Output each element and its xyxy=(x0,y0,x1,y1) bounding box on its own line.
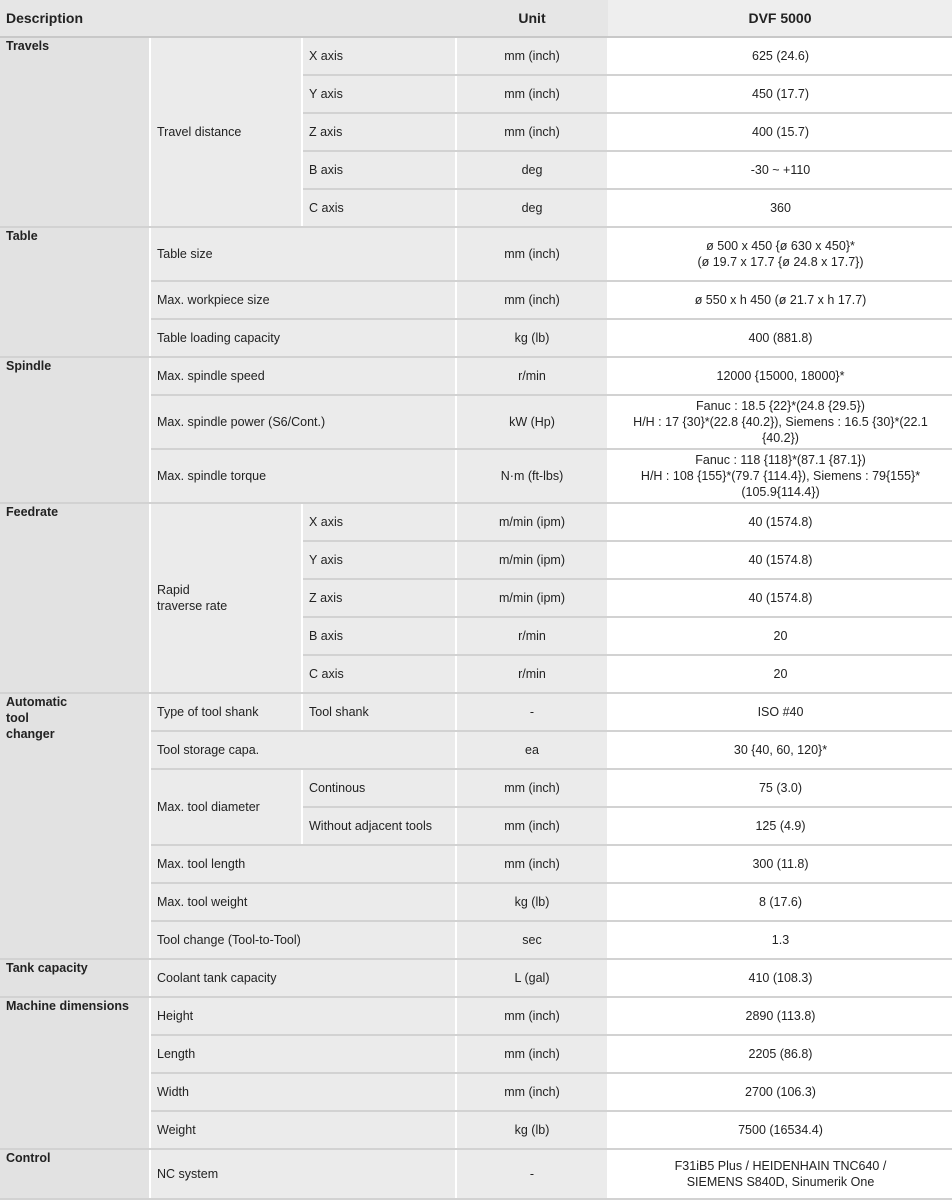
axis-label: B axis xyxy=(302,151,456,189)
value-cell: 300 (11.8) xyxy=(608,845,952,883)
row-label: Height xyxy=(150,997,456,1035)
axis-label: X axis xyxy=(302,37,456,75)
unit-cell: - xyxy=(456,1149,608,1199)
unit-cell: kg (lb) xyxy=(456,319,608,357)
label-line: traverse rate xyxy=(157,599,228,613)
unit-cell: mm (inch) xyxy=(456,113,608,151)
value-line: Fanuc : 118 {118}*(87.1 {87.1}) xyxy=(695,453,866,467)
row-label: Max. spindle speed xyxy=(150,357,456,395)
category-line: tool xyxy=(6,711,29,725)
rapid-traverse-label xyxy=(150,503,302,693)
value-line: F31iB5 Plus / HEIDENHAIN TNC640 / xyxy=(674,1159,887,1173)
value-cell: 450 (17.7) xyxy=(608,75,952,113)
value-cell: 12000 {15000, 18000}* xyxy=(608,357,952,395)
row-label: Max. tool weight xyxy=(150,883,456,921)
unit-cell: - xyxy=(456,693,608,731)
unit-cell: mm (inch) xyxy=(456,769,608,807)
value-line: SIEMENS S840D, Sinumerik One xyxy=(686,1175,875,1189)
value-cell: 20 xyxy=(608,655,952,693)
row-label: Weight xyxy=(150,1111,456,1149)
value-cell: 8 (17.6) xyxy=(608,883,952,921)
unit-cell: kW (Hp) xyxy=(456,395,608,449)
table-row xyxy=(0,1149,952,1199)
axis-label: Without adjacent tools xyxy=(302,807,456,845)
travel-distance-label: Travel distance xyxy=(150,37,302,227)
unit-cell: mm (inch) xyxy=(456,281,608,319)
value-cell xyxy=(608,449,952,503)
category-control: Control xyxy=(0,1149,150,1199)
category-dimensions: Machine dimensions xyxy=(0,997,150,1149)
axis-label: B axis xyxy=(302,617,456,655)
unit-cell: m/min (ipm) xyxy=(456,503,608,541)
unit-cell: N·m (ft-lbs) xyxy=(456,449,608,503)
unit-cell: mm (inch) xyxy=(456,1073,608,1111)
value-cell: 410 (108.3) xyxy=(608,959,952,997)
unit-cell: kg (lb) xyxy=(456,883,608,921)
unit-cell: mm (inch) xyxy=(456,1035,608,1073)
unit-cell: deg xyxy=(456,151,608,189)
axis-label: Tool shank xyxy=(302,693,456,731)
header-model: DVF 5000 xyxy=(608,0,952,37)
unit-cell: mm (inch) xyxy=(456,227,608,281)
unit-cell: mm (inch) xyxy=(456,997,608,1035)
value-cell: 1.3 xyxy=(608,921,952,959)
category-atc xyxy=(0,693,150,959)
value-cell: 625 (24.6) xyxy=(608,37,952,75)
row-label: Coolant tank capacity xyxy=(150,959,456,997)
value-cell: 40 (1574.8) xyxy=(608,503,952,541)
value-line: H/H : 17 {30}*(22.8 {40.2}), Siemens : 16.5 {30}*(22.1 {40.2}) xyxy=(633,415,928,445)
axis-label: Y axis xyxy=(302,541,456,579)
axis-label: X axis xyxy=(302,503,456,541)
value-cell: ISO #40 xyxy=(608,693,952,731)
axis-label: Y axis xyxy=(302,75,456,113)
value-cell: 360 xyxy=(608,189,952,227)
unit-cell: deg xyxy=(456,189,608,227)
unit-cell: sec xyxy=(456,921,608,959)
axis-label: C axis xyxy=(302,655,456,693)
row-label: Max. tool diameter xyxy=(150,769,302,845)
unit-cell: ea xyxy=(456,731,608,769)
category-line: Automatic xyxy=(6,695,68,709)
row-label: Width xyxy=(150,1073,456,1111)
category-table: Table xyxy=(0,227,150,357)
axis-label: C axis xyxy=(302,189,456,227)
unit-cell: r/min xyxy=(456,655,608,693)
unit-cell: mm (inch) xyxy=(456,37,608,75)
row-label: Max. tool length xyxy=(150,845,456,883)
value-cell: 30 {40, 60, 120}* xyxy=(608,731,952,769)
value-line: H/H : 108 {155}*(79.7 {114.4}), Siemens : 79{155}*(105.9{114.4}) xyxy=(640,469,921,499)
value-cell: 40 (1574.8) xyxy=(608,579,952,617)
table-row xyxy=(0,227,952,281)
category-travels: Travels xyxy=(0,37,150,227)
value-cell: 2205 (86.8) xyxy=(608,1035,952,1073)
category-tank: Tank capacity xyxy=(0,959,150,997)
table-row xyxy=(0,997,952,1035)
value-cell: 400 (15.7) xyxy=(608,113,952,151)
table-row xyxy=(0,357,952,395)
value-cell xyxy=(608,1149,952,1199)
row-label: Type of tool shank xyxy=(150,693,302,731)
value-line: (ø 19.7 x 17.7 {ø 24.8 x 17.7}) xyxy=(697,255,864,269)
unit-cell: r/min xyxy=(456,357,608,395)
unit-cell: mm (inch) xyxy=(456,75,608,113)
label-line: Rapid xyxy=(157,583,190,597)
unit-cell: r/min xyxy=(456,617,608,655)
table-row xyxy=(0,37,952,75)
row-label: Length xyxy=(150,1035,456,1073)
category-feedrate: Feedrate xyxy=(0,503,150,693)
value-cell: 2890 (113.8) xyxy=(608,997,952,1035)
table-row xyxy=(0,959,952,997)
unit-cell: kg (lb) xyxy=(456,1111,608,1149)
unit-cell: mm (inch) xyxy=(456,807,608,845)
header-description: Description xyxy=(0,0,456,37)
category-spindle: Spindle xyxy=(0,357,150,503)
row-label: Table size xyxy=(150,227,456,281)
unit-cell: m/min (ipm) xyxy=(456,579,608,617)
unit-cell: mm (inch) xyxy=(456,845,608,883)
value-cell: 7500 (16534.4) xyxy=(608,1111,952,1149)
value-cell xyxy=(608,395,952,449)
value-cell: 125 (4.9) xyxy=(608,807,952,845)
axis-label: Z axis xyxy=(302,113,456,151)
header-unit: Unit xyxy=(456,0,608,37)
row-label: Max. spindle torque xyxy=(150,449,456,503)
value-cell: 40 (1574.8) xyxy=(608,541,952,579)
unit-cell: m/min (ipm) xyxy=(456,541,608,579)
row-label: Max. workpiece size xyxy=(150,281,456,319)
table-row xyxy=(0,503,952,541)
value-line: Fanuc : 18.5 {22}*(24.8 {29.5}) xyxy=(696,399,865,413)
axis-label: Continous xyxy=(302,769,456,807)
row-label: Tool storage capa. xyxy=(150,731,456,769)
value-cell: ø 550 x h 450 (ø 21.7 x h 17.7) xyxy=(608,281,952,319)
row-label: Max. spindle power (S6/Cont.) xyxy=(150,395,456,449)
row-label: Tool change (Tool-to-Tool) xyxy=(150,921,456,959)
value-cell: 400 (881.8) xyxy=(608,319,952,357)
value-cell: 20 xyxy=(608,617,952,655)
header-row xyxy=(0,0,952,37)
category-line: changer xyxy=(6,727,55,741)
value-cell: -30 ~ +110 xyxy=(608,151,952,189)
value-cell: 75 (3.0) xyxy=(608,769,952,807)
value-line: ø 500 x 450 {ø 630 x 450}* xyxy=(706,239,855,253)
value-cell: 2700 (106.3) xyxy=(608,1073,952,1111)
axis-label: Z axis xyxy=(302,579,456,617)
unit-cell: L (gal) xyxy=(456,959,608,997)
row-label: NC system xyxy=(150,1149,456,1199)
row-label: Table loading capacity xyxy=(150,319,456,357)
value-cell xyxy=(608,227,952,281)
table-row xyxy=(0,693,952,731)
